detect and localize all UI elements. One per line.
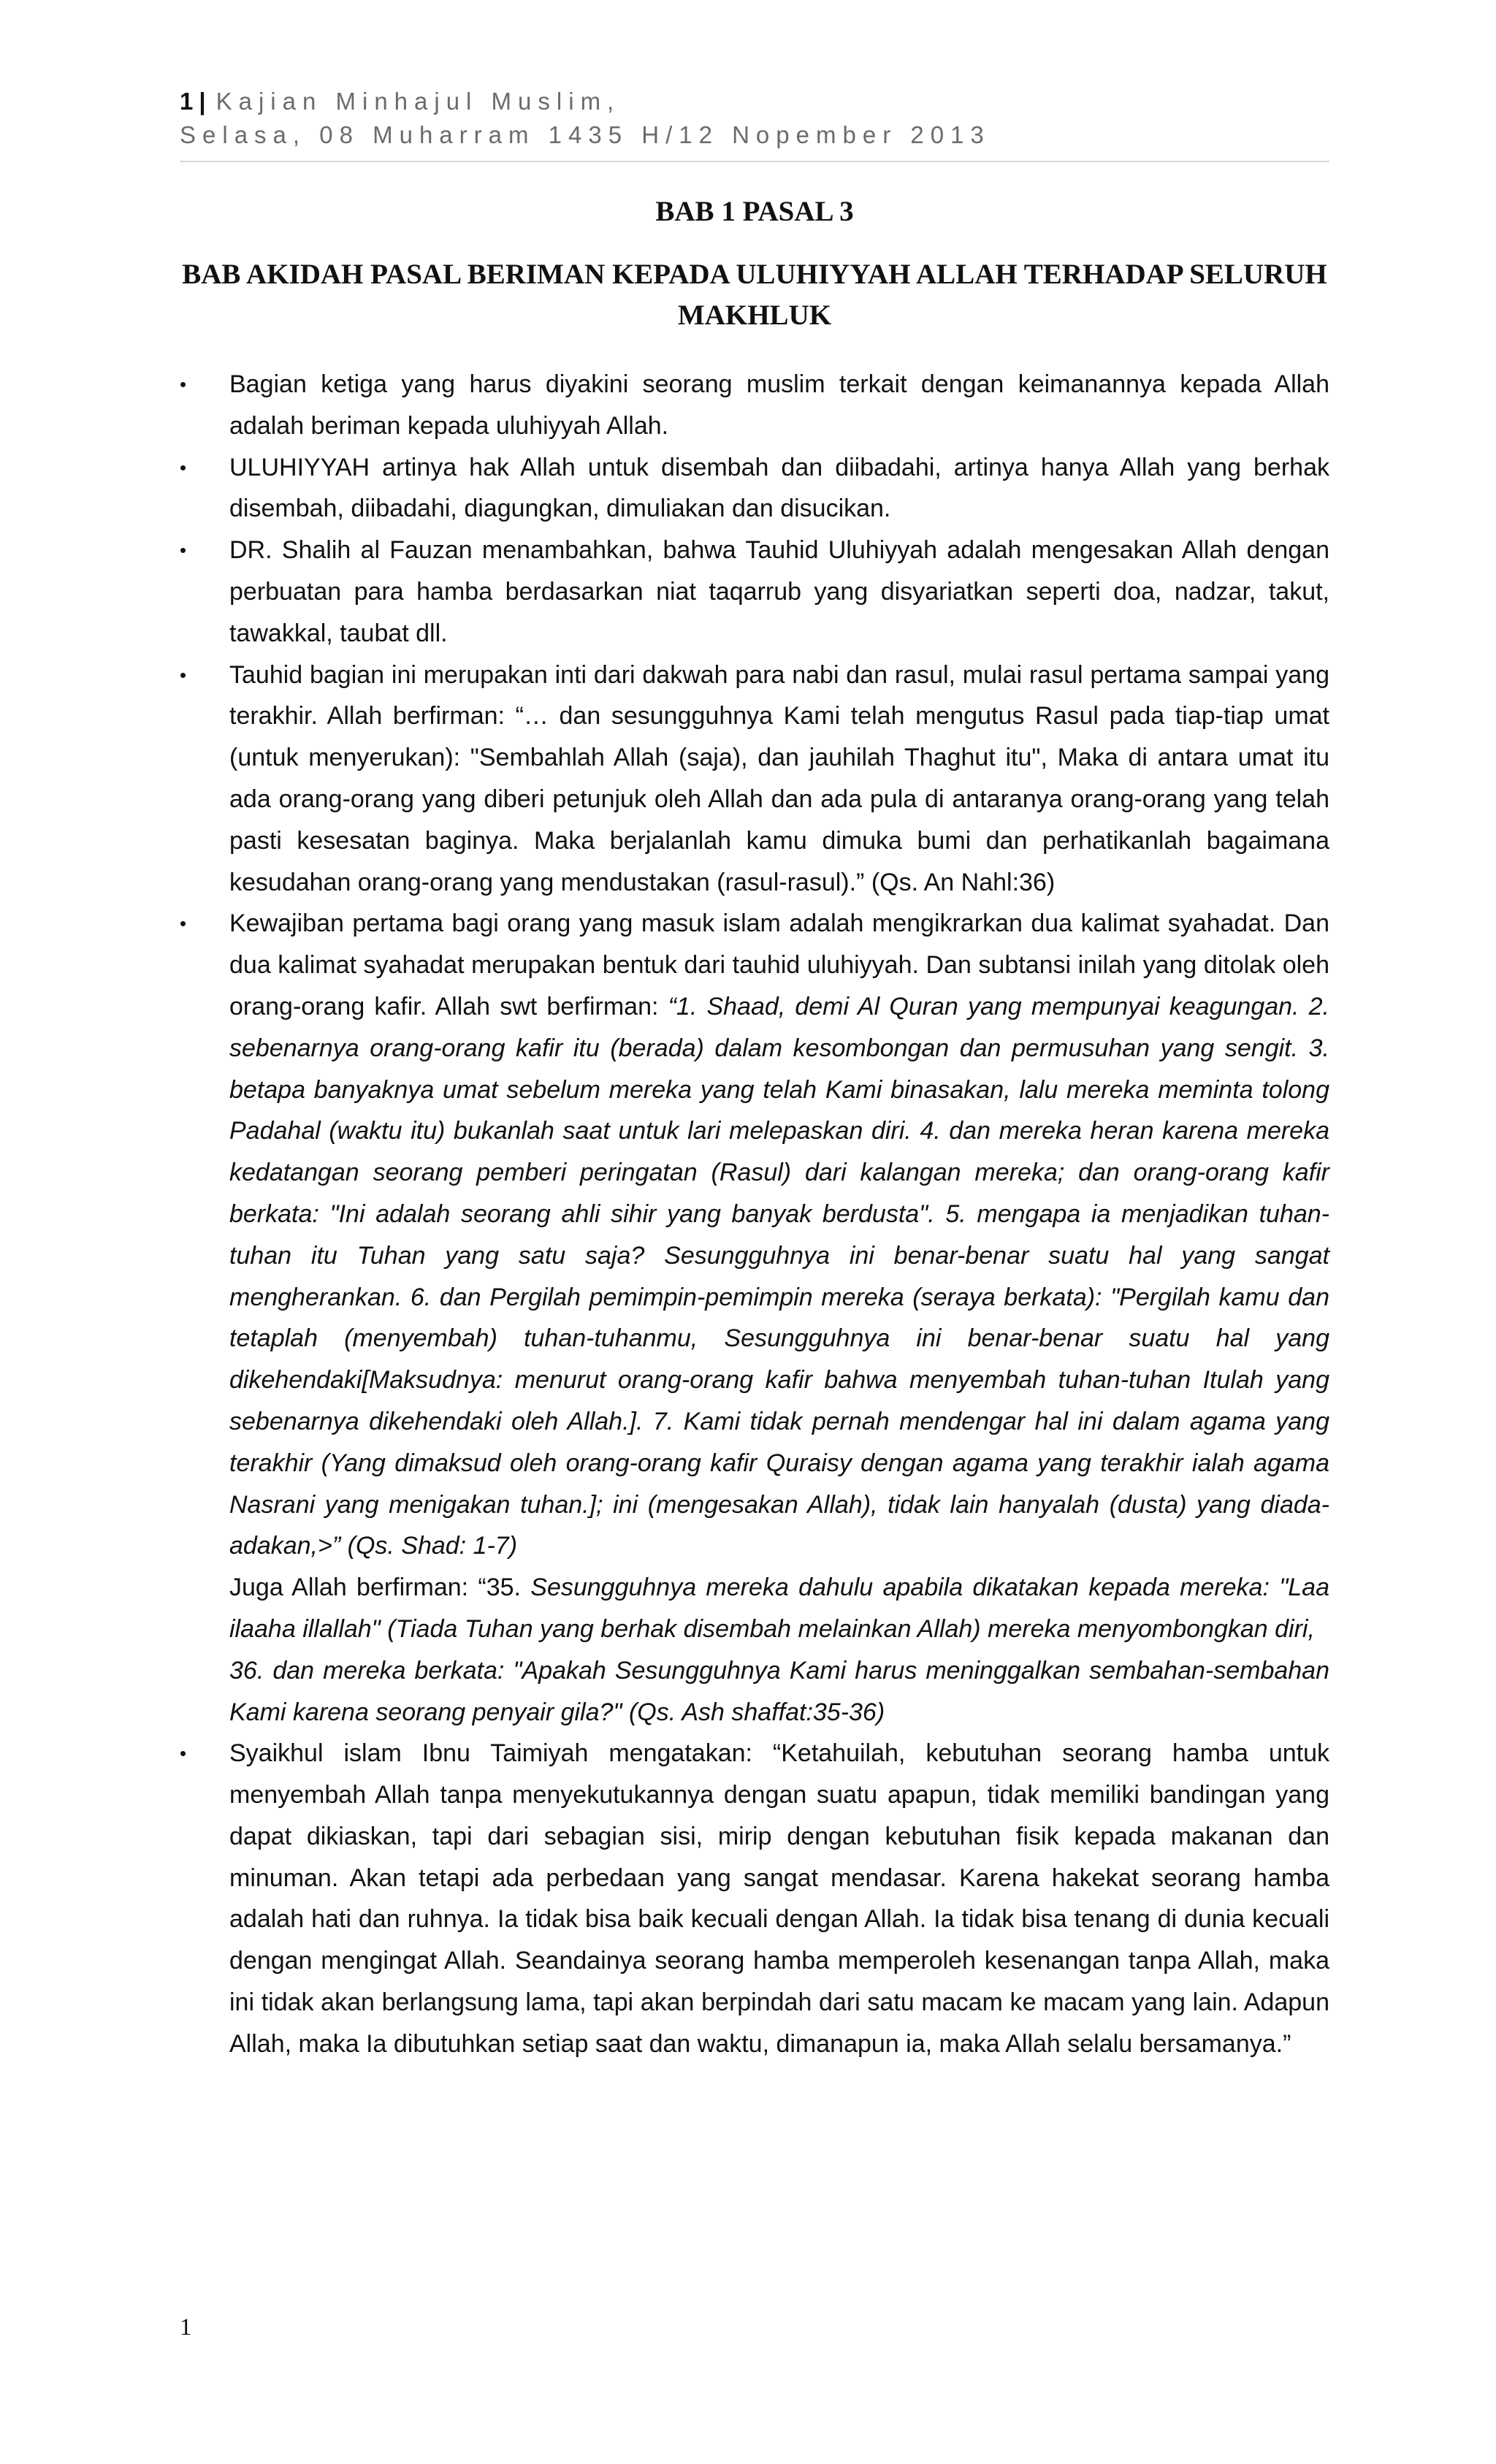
page-header — [180, 85, 1329, 162]
header-date: Selasa, 08 Muharram 1435 H/12 Nopember 2013 — [180, 121, 991, 148]
bullet-text: Syaikhul islam Ibnu Taimiyah mengatakan: “Ketahuilah, kebutuhan seorang hamba untuk menyembah Allah tanpa menyekutukannya dengan suatu apapun, tidak memiliki bandingan yang dapat dikiaskan, tapi dari sebagian sisi, mirip dengan kebutuhan fisik kepada makanan dan minuman. Akan tetapi ada perbedaan yang sangat mendasar. Karena hakekat seorang hamba adalah hati dan ruhnya. Ia tidak bisa baik kecuali dengan Allah. Ia tidak bisa tenang di dunia kecuali dengan mengingat Allah. Seandainya seorang hamba memperoleh kesenangan tanpa Allah, maka ini tidak akan berlangsung lama, tapi akan berpindah dari satu macam ke macam yang lain. Adapun Allah, maka Ia dibutuhkan setiap saat dan waktu, dimanapun ia, maka Allah selalu bersamanya.” — [229, 1739, 1329, 2058]
bullet-marker: • — [180, 373, 187, 395]
quran-quote: Sesungguhnya mereka dahulu apabila dikatakan kepada mereka: "Laa ilaaha illallah" (Tiada Tuhan yang berhak disembah melainkan Allah) mereka menyombongkan diri, — [229, 1574, 1329, 1643]
header-separator: | — [199, 88, 206, 115]
header-line-1 — [180, 85, 1329, 118]
header-page-number: 1 — [180, 88, 194, 115]
bullet-item — [180, 1733, 1329, 2064]
bullet-marker: • — [180, 539, 187, 562]
document-subtitle: BAB AKIDAH PASAL BERIMAN KEPADA ULUHIYYAH ALLAH TERHADAP SELURUH MAKHLUK — [182, 259, 1327, 331]
document-body — [180, 364, 1329, 2065]
bullet-text: Tauhid bagian ini merupakan inti dari dakwah para nabi dan rasul, mulai rasul pertama sampai yang terakhir. Allah berfirman: “… dan sesungguhnya Kami telah mengutus Rasul pada tiap-tiap umat (untuk menyerukan): "Sembahlah Allah (saja), dan jauhilah Thaghut itu", Maka di antara umat itu ada orang-orang yang diberi petunjuk oleh Allah dan ada pula di antaranya orang-orang yang telah pasti kesesatan baginya. Maka berjalanlah kamu dimuka bumi dan perhatikanlah bagaimana kesudahan orang-orang yang mendustakan (rasul-rasul).” (Qs. An Nahl:36) — [229, 660, 1329, 896]
bullet-item — [180, 903, 1329, 1733]
bullet-intro-text: Juga Allah berfirman: “35. — [229, 1574, 521, 1602]
bullet-marker: • — [180, 456, 187, 478]
bullet-text: ULUHIYYAH artinya hak Allah untuk disembah dan diibadahi, artinya hanya Allah yang berhak disembah, diibadahi, diagungkan, dimuliakan dan disucikan. — [229, 453, 1329, 523]
bullet-marker: • — [180, 912, 187, 935]
bullet-marker: • — [180, 663, 187, 686]
bullet-paragraph — [229, 1567, 1329, 1650]
bullet-item — [180, 364, 1329, 447]
document-title: BAB 1 PASAL 3 — [655, 196, 854, 227]
bullet-item — [180, 655, 1329, 904]
bullet-marker: • — [180, 1742, 187, 1765]
header-course-title: Kajian Minhajul Muslim, — [215, 88, 621, 115]
bullet-list — [180, 364, 1329, 2065]
quran-quote: “1. Shaad, demi Al Quran yang mempunyai keagungan. 2. sebenarnya orang-orang kafir itu (berada) dalam kesombongan dan permusuhan yang sengit. 3. betapa banyaknya umat sebelum mereka yang telah Kami binasakan, lalu mereka meminta tolong Padahal (waktu itu) bukanlah saat untuk lari melepaskan diri. 4. dan mereka heran karena mereka kedatangan seorang pemberi peringatan (Rasul) dari kalangan mereka; dan orang-orang kafir berkata: "Ini adalah seorang ahli sihir yang banyak berdusta". 5. mengapa ia menjadikan tuhan-tuhan itu Tuhan yang satu saja? Sesungguhnya ini benar-benar suatu hal yang sangat mengherankan. 6. dan Pergilah pemimpin-pemimpin mereka (seraya berkata): "Pergilah kamu dan tetaplah (menyembah) tuhan-tuhanmu, Sesungguhnya ini benar-benar suatu hal yang dikehendaki[Maksudnya: menurut orang-orang kafir bahwa menyembah tuhan-tuhan Itulah yang sebenarnya dikehendaki oleh Allah.]. 7. Kami tidak pernah mendengar hal ini dalam agama yang terakhir (Yang dimaksud oleh orang-orang kafir Quraisy dengan agama yang terakhir ialah agama Nasrani yang menigakan tuhan.]; ini (mengesakan Allah), tidak lain hanyalah (dusta) yang diada-adakan,>” (Qs. Shad: 1-7) — [229, 992, 1329, 1560]
bullet-item — [180, 530, 1329, 654]
bullet-text: Bagian ketiga yang harus diyakini seorang muslim terkait dengan keimanannya kepada Allah adalah beriman kepada uluhiyyah Allah. — [229, 370, 1329, 440]
bullet-item — [180, 447, 1329, 530]
bullet-text: DR. Shalih al Fauzan menambahkan, bahwa Tauhid Uluhiyyah adalah mengesakan Allah dengan perbuatan para hamba berdasarkan niat taqarrub yang disyariatkan seperti doa, nadzar, takut, tawakkal, taubat dll. — [229, 536, 1329, 647]
quran-quote: 36. dan mereka berkata: "Apakah Sesungguhnya Kami harus meninggalkan sembahan-sembahan Kami karena seorang penyair gila?" (Qs. Ash shaffat:35-36) — [229, 1656, 1329, 1726]
bullet-intro-text: Kewajiban pertama bagi orang yang masuk islam adalah mengikrarkan dua kalimat syahadat. Dan dua kalimat syahadat merupakan bentuk dari tauhid uluhiyyah. Dan subtansi inilah yang ditolak oleh orang-orang kafir. Allah swt berfirman: — [229, 909, 1329, 1021]
footer-page-number: 1 — [180, 2314, 192, 2341]
bullet-paragraph — [229, 903, 1329, 1567]
